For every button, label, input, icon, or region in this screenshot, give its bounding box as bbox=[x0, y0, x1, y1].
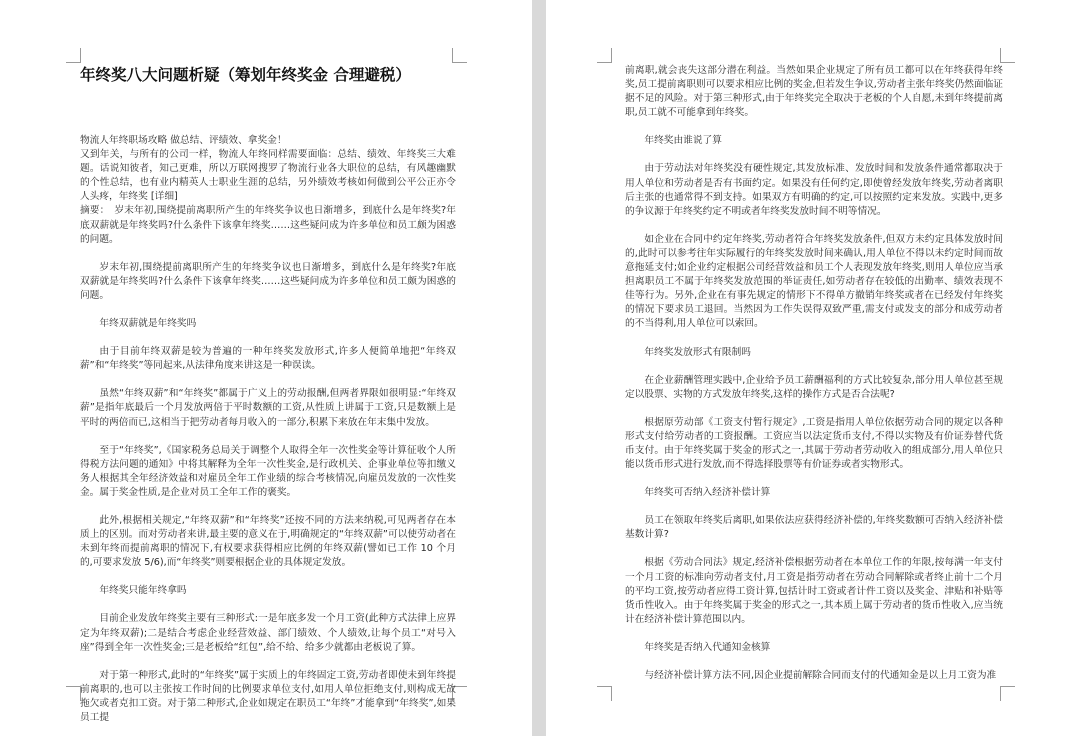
body-paragraph: 岁末年初,围绕提前离职所产生的年终奖争议也日渐增多，到底什么是年终奖?年底双薪就是年终奖吗?什么条件下该拿年终奖……这些疑问成为许多单位和员工颇为困惑的问题。 bbox=[80, 261, 456, 301]
body-paragraph: 对于第一种形式,此时的“年终奖”属于实质上的年终固定工资,劳动者即使未到年终提前离职的,也可以主张按工作时间的比例要求单位支付,如用人单位拒绝支付,则构成无故拖欠或者克扣工资。对于第二种形式,企业如规定在职员工“年终”才能拿到“年终奖”,如果员工提 bbox=[80, 669, 456, 723]
document-page-right bbox=[546, 0, 1080, 736]
section-heading: 年终双薪就是年终奖吗 bbox=[99, 318, 197, 330]
body-paragraph: 此外,根据相关规定,“年终双薪”和“年终奖”还按不同的方法来纳税,可见两者存在本质上的区别。而对劳动者来讲,最主要的意义在于,明确规定的“年终双薪”可以使劳动者在未到年终而提前离职的情况下,有权要求获得相应比例的年终双薪(譬如已工作 10 个月的,可要求发放 5/6),而“年终奖”则要根据企业的具体规定发放。 bbox=[80, 514, 456, 569]
body-paragraph: 目前企业发放年终奖主要有三种形式:一是年底多发一个月工资(此种方式法律上应界定为年终双薪);二是结合考虑企业经营效益、部门绩效、个人绩效,让每个员工“对号入座”得到全年一次性奖金;三是老板给“红包”,给不给、给多少就都由老板说了算。 bbox=[80, 613, 456, 653]
page-gap bbox=[532, 0, 546, 736]
corner-mark-bottom-left bbox=[597, 686, 612, 701]
body-paragraph: 根据《劳动合同法》规定,经济补偿根据劳动者在本单位工作的年限,按每满一年支付一个月工资的标准向劳动者支付,月工资是指劳动者在劳动合同解除或者终止前十二个月的平均工资,按劳动者应得工资计算,包括计时工资或者计件工资以及奖金、津贴和补贴等货币性收入。由于年终奖属于奖金的形式之一,其本质上属于劳动者的货币性收入,应当统计在经济补偿计算范围以内。 bbox=[625, 557, 1003, 625]
body-paragraph: 由于劳动法对年终奖没有硬性规定,其发放标准、发放时间和发放条件通常都取决于用人单位和劳动者是否有书面约定。如果没有任何约定,即使曾经发放年终奖,劳动者离职后主张的也通常得不到支持。如果双方有明确的约定,可以按照约定来发放。实践中,更多的争议源于年终奖约定不明或者年终奖发放时间不明等情况。 bbox=[625, 163, 1003, 217]
left-page-content bbox=[80, 64, 456, 725]
body-paragraph: 在企业薪酬管理实践中,企业给予员工薪酬福利的方式比较复杂,部分用人单位甚至规定以股票、实物的方式发放年终奖,这样的操作方式是否合法呢? bbox=[625, 374, 1003, 400]
section-heading: 年终奖只能年终拿吗 bbox=[99, 585, 187, 597]
intro-line: 物流人年终职场攻略 做总结、评绩效、拿奖金！ bbox=[80, 135, 287, 146]
corner-mark-top-right bbox=[452, 48, 467, 63]
body-paragraph: 与经济补偿计算方法不同,因企业提前解除合同而支付的代通知金是以上月工资为准 bbox=[644, 670, 997, 681]
body-paragraph: 至于“年终奖”,《国家税务总局关于调整个人取得全年一次性奖金等计算征收个人所得税方法问题的通知》中将其解释为全年一次性奖金,是行政机关、企事业单位等扣缴义务人根据其全年经济效益和对雇员全年工作业绩的综合考核情况,向雇员发放的一次性奖金。属于奖金性质,是企业对员工全年工作的褒奖。 bbox=[80, 444, 456, 498]
corner-mark-bottom-left bbox=[66, 686, 81, 701]
section-heading: 年终奖发放形式有限制吗 bbox=[644, 346, 751, 358]
section-heading: 年终奖是否纳入代通知金核算 bbox=[644, 641, 771, 653]
body-paragraph: 由于目前年终双薪是较为普遍的一种年终奖发放形式,许多人便简单地把“年终双薪”和“年终奖”等同起来,从法律角度来讲这是一种误读。 bbox=[80, 346, 456, 372]
document-title: 年终奖八大问题析疑（筹划年终奖金 合理避税） bbox=[80, 65, 411, 84]
body-paragraph: 虽然“年终双薪”和“年终奖”都属于广义上的劳动报酬,但两者界限如很明显:“年终双薪”是指年底最后一个月发放两倍于平时数额的工资,从性质上讲属于工资,只是数额上是平时的两倍而已,这相当于把劳动者每月收入的一部分,积累下来放在年末集中发放。 bbox=[80, 388, 456, 428]
corner-mark-top-left bbox=[66, 48, 81, 63]
corner-mark-top-left bbox=[597, 48, 612, 63]
section-heading: 年终奖由谁说了算 bbox=[644, 135, 722, 147]
body-paragraph: 员工在领取年终奖后离职,如果依法应获得经济补偿的,年终奖数额可否纳入经济补偿基数计算? bbox=[625, 515, 1003, 541]
corner-mark-bottom-right bbox=[1000, 686, 1015, 701]
abstract-paragraph: 摘要： 岁末年初,围绕提前离职所产生的年终奖争议也日渐增多，到底什么是年终奖?年底双薪就是年终奖吗?什么条件下该拿年终奖……这些疑问成为许多单位和员工颇为困惑的问题。 bbox=[80, 205, 456, 245]
document-page-left bbox=[0, 0, 532, 736]
intro-paragraph: 又到年关，与所有的公司一样，物流人年终同样需要面临：总结、绩效、年终奖三大难题。话说知彼者，知己更难，所以万联网搜罗了物流行业各大职位的总结，有风趣幽默的个性总结，也有业内精英人士职业生涯的总结，另外绩效考核如何做到公平公正亦令人头疼，年终奖 [详细] bbox=[80, 149, 456, 203]
body-paragraph: 前离职,就会丧失这部分潜在利益。当然如果企业规定了所有员工都可以在年终获得年终奖,员工提前离职则可以要求相应比例的奖金,但若发生争议,劳动者主张年终奖仍然面临证据不足的风险。对于第三种形式,由于年终奖完全取决于老板的个人自愿,未到年终提前离职,员工就不可能拿到年终奖。 bbox=[625, 65, 1003, 119]
section-heading: 年终奖可否纳入经济补偿计算 bbox=[644, 487, 771, 499]
corner-mark-top-right bbox=[1000, 48, 1015, 63]
body-paragraph: 根据原劳动部《工资支付暂行规定》,工资是指用人单位依据劳动合同的规定以各种形式支付给劳动者的工资报酬。工资应当以法定货币支付,不得以实物及有价证券替代货币支付。由于年终奖属于奖金的形式之一,其属于劳动者劳动收入的组成部分,用人单位只能以货币形式进行发放,而不得选择股票等有价证券或者实物形式。 bbox=[625, 416, 1003, 471]
right-page-content bbox=[625, 64, 1003, 683]
body-paragraph: 如企业在合同中约定年终奖,劳动者符合年终奖发放条件,但双方未约定具体发放时间的,此时可以参考往年实际履行的年终奖发放时间来确认,用人单位不得以未约定时间而故意拖延支付;如企业约定根据公司经营效益和员工个人表现发放年终奖,则用人单位应当承担离职员工不属于年终奖发放范围的举证责任,如劳动者存在较低的出勤率、绩效表现不佳等行为。另外,企业在有事先规定的情形下不得单方撤销年终奖或者在已经发付年终奖的情况下要求员工退回。当然因为工作失误得双致严重,需支付或发支的部分和成劳动者的不当得利,用人单位可以索回。 bbox=[625, 233, 1003, 330]
